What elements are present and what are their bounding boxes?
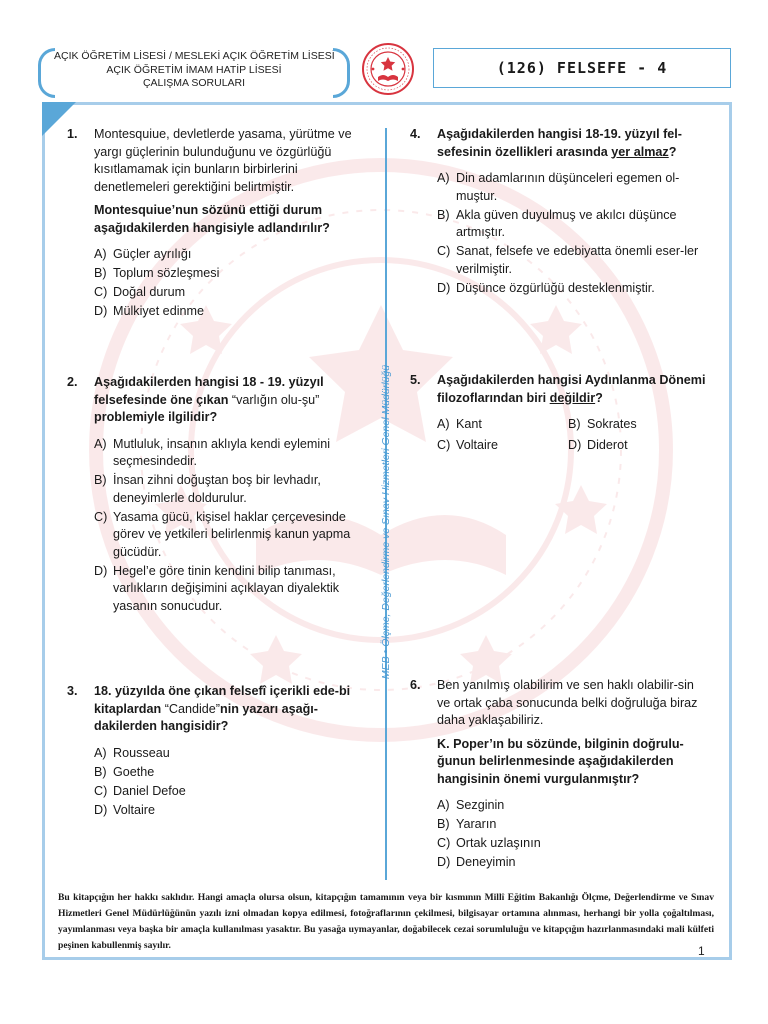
school-line-1: AÇIK ÖĞRETİM LİSESİ / MESLEKİ AÇIK ÖĞRETİM LİSESİ: [54, 50, 335, 62]
school-line-3: ÇALIŞMA SORULARI: [142, 77, 246, 89]
question-number: 2.: [67, 375, 78, 389]
option-d[interactable]: [437, 854, 710, 872]
stem-part: Aşağıdakilerden hangisi 18 - 19. yüzyıl felsefesinde öne çıkan: [94, 375, 324, 407]
option-text: Voltaire: [456, 438, 499, 452]
stem-part: problemiyle ilgilidir?: [94, 410, 218, 424]
option-text: Rousseau: [113, 745, 170, 760]
option-letter: D): [568, 438, 582, 452]
question-text: Montesquiue, devletlerde yasama, yürütme ve yargı güçlerinin bulunduğunu ve özgürlüğü kısıtlamamak için bunların birbirlerini denetlemeleri gerektiğini belirtmiştir.: [94, 127, 352, 194]
question-stem: [94, 683, 371, 736]
option-letter: B): [94, 266, 107, 280]
stem-part: Aşağıdakilerden hangisi 18-19. yüzyıl fel-sefesinin özellikleri arasında: [437, 127, 682, 159]
option-letter: C): [94, 783, 108, 798]
question-stem: [437, 372, 710, 407]
option-text: Sezginin: [456, 798, 505, 812]
option-letter: D): [94, 563, 108, 578]
option-text: Daniel Defoe: [113, 783, 186, 798]
left-bracket-decoration: [38, 48, 55, 98]
exam-title: (126) FELSEFE - 4: [433, 48, 731, 88]
stem-part: ?: [595, 390, 603, 405]
page-number: 1: [698, 944, 705, 958]
option-text: Din adamlarının düşünceleri egemen ol-muştur.: [456, 171, 680, 203]
option-a[interactable]: [94, 745, 371, 763]
option-letter: A): [437, 417, 450, 431]
option-d[interactable]: [94, 802, 371, 820]
option-text: Düşünce özgürlüğü desteklenmiştir.: [456, 280, 655, 295]
option-a[interactable]: [94, 246, 371, 264]
stem-emphasis: değildir: [549, 390, 596, 405]
option-a[interactable]: [94, 436, 371, 471]
right-bracket-decoration: [333, 48, 350, 98]
stem-quote: “varlığın olu-şu”: [231, 392, 320, 407]
option-c[interactable]: [437, 835, 710, 853]
option-a[interactable]: [437, 797, 710, 815]
option-c[interactable]: [94, 509, 371, 562]
vertical-meb-text: MEB • Ölçme, Değerlendirme ve Sınav Hizmetleri Genel Müdürlüğü: [380, 364, 392, 680]
option-b[interactable]: [437, 207, 710, 242]
question-number: 4.: [410, 127, 421, 141]
option-letter: B): [94, 473, 107, 487]
question-text: Ben yanılmış olabilirim ve sen haklı olabilir-sin ve ortak çaba sonucunda belki doğruluğa biraz daha yaklaşabiliriz.: [437, 678, 698, 727]
option-letter: A): [94, 745, 107, 760]
option-text: Akla güven duyulmuş ve akılcı düşünce artmıştır.: [456, 207, 677, 239]
option-letter: D): [437, 280, 451, 295]
option-text: Sokrates: [587, 417, 637, 431]
question-stem: Montesquiue’nun sözünü ettiği durum aşağıdakilerden hangisiyle adlandırılır?: [94, 203, 330, 235]
school-header: [38, 46, 350, 94]
option-text: Kant: [456, 417, 482, 431]
question-stem: [94, 374, 371, 427]
option-b[interactable]: [94, 472, 371, 507]
option-letter: C): [437, 244, 451, 258]
option-c[interactable]: [94, 284, 371, 302]
option-letter: A): [437, 798, 450, 812]
stem-part: ?: [668, 144, 677, 159]
option-text: Yasama gücü, kişisel haklar çerçevesinde görev ve yetkileri belirlenmiş kanun yapma gücüdür.: [113, 509, 351, 559]
option-b[interactable]: [94, 764, 371, 782]
option-letter: C): [94, 285, 108, 299]
option-text: Güçler ayrılığı: [113, 247, 192, 261]
school-names: [54, 50, 334, 91]
stem-part: 18. yüzyılda öne çıkan felsefî içerikli ede-bi kitaplardan: [94, 684, 351, 716]
option-letter: B): [437, 207, 450, 222]
answer-options: [94, 246, 371, 321]
meb-seal-logo: [361, 42, 415, 96]
stem-part: Aşağıdakilerden hangisi Aydınlanma Dönemi filozoflarından biri: [437, 373, 706, 405]
option-letter: C): [437, 438, 451, 452]
option-d[interactable]: [94, 303, 371, 321]
question-number: 5.: [410, 373, 421, 387]
option-a[interactable]: [437, 170, 710, 205]
option-letter: A): [94, 436, 107, 451]
option-letter: D): [437, 855, 451, 869]
option-text: Doğal durum: [113, 285, 186, 299]
option-text: Yararın: [456, 817, 497, 831]
option-text: Mutluluk, insanın aklıyla kendi eylemini seçmesindedir.: [113, 436, 330, 468]
option-text: Hegel’e göre tinin kendini bilip tanıması, varlıkların değişimini açıklayan diyalektik yasanın sonucudur.: [113, 563, 340, 613]
option-text: Goethe: [113, 764, 155, 779]
option-text: Diderot: [587, 438, 628, 452]
option-b[interactable]: [568, 416, 699, 434]
answer-options: [437, 170, 710, 297]
option-letter: D): [94, 304, 108, 318]
option-d[interactable]: [437, 280, 710, 298]
option-d[interactable]: [94, 563, 371, 616]
answer-options: [94, 436, 371, 616]
option-c[interactable]: [94, 783, 371, 801]
option-letter: C): [437, 836, 451, 850]
question-stem: [437, 126, 710, 161]
stem-quote: “Candide”: [164, 701, 220, 716]
question-stem: K. Poper’ın bu sözünde, bilginin doğrulu-ğunun belirlenmesinde aşağıdakilerden hangisinin önemi vurgulanmıştır?: [437, 736, 684, 786]
option-d[interactable]: [568, 437, 699, 455]
option-text: Mülkiyet edinme: [113, 304, 204, 318]
copyright-notice: Bu kitapçığın her hakkı saklıdır. Hangi amaçla olursa olsun, kitapçığın tamamının veya bir kısmının Millî Eğitim Bakanlığı Ölçme, Değerlendirme ve Sınav Hizmetleri Genel Müdürlüğünün yazılı izni olmadan kopya edilmesi, fotoğraflarının çekilmesi, bilgisayar ortamına alınması, herhangi bir yolla çoğaltılması, yayımlanması veya başka bir amaçla kullanılması yasaktır. Bu yasağa uymayanlar, doğabilecek cezai sorumluluğu ve kitapçığın hazırlanmasındaki mali külfeti peşinen kabullenmiş sayılır.: [58, 892, 714, 951]
option-text: Toplum sözleşmesi: [113, 266, 220, 280]
option-letter: A): [94, 247, 107, 261]
option-letter: B): [568, 417, 581, 431]
question-number: 1.: [67, 127, 78, 141]
answer-options: [437, 416, 710, 456]
option-text: Ortak uzlaşının: [456, 836, 541, 850]
option-b[interactable]: [437, 816, 710, 834]
option-text: İnsan zihni doğuştan boş bir levhadır, deneyimlerle doldurulur.: [113, 473, 321, 505]
option-letter: C): [94, 509, 108, 524]
option-letter: D): [94, 802, 108, 817]
answer-options: [437, 797, 710, 872]
question-number: 6.: [410, 678, 421, 692]
answer-options: [94, 745, 371, 820]
option-text: Sanat, felsefe ve edebiyatta önemli eser-ler verilmiştir.: [456, 244, 699, 276]
option-c[interactable]: [437, 243, 710, 278]
option-letter: B): [94, 764, 107, 779]
option-text: Voltaire: [113, 802, 156, 817]
option-letter: B): [437, 817, 450, 831]
option-text: Deneyimin: [456, 855, 516, 869]
option-b[interactable]: [94, 265, 371, 283]
stem-emphasis: yer almaz: [611, 144, 669, 159]
option-c[interactable]: [437, 437, 568, 455]
option-a[interactable]: [437, 416, 568, 434]
option-letter: A): [437, 171, 450, 185]
question-number: 3.: [67, 684, 78, 698]
school-line-2: AÇIK ÖĞRETİM İMAM HATİP LİSESİ: [106, 63, 282, 76]
stem-part: nin yazarı aşağı-dakilerden hangisidir?: [94, 701, 318, 733]
